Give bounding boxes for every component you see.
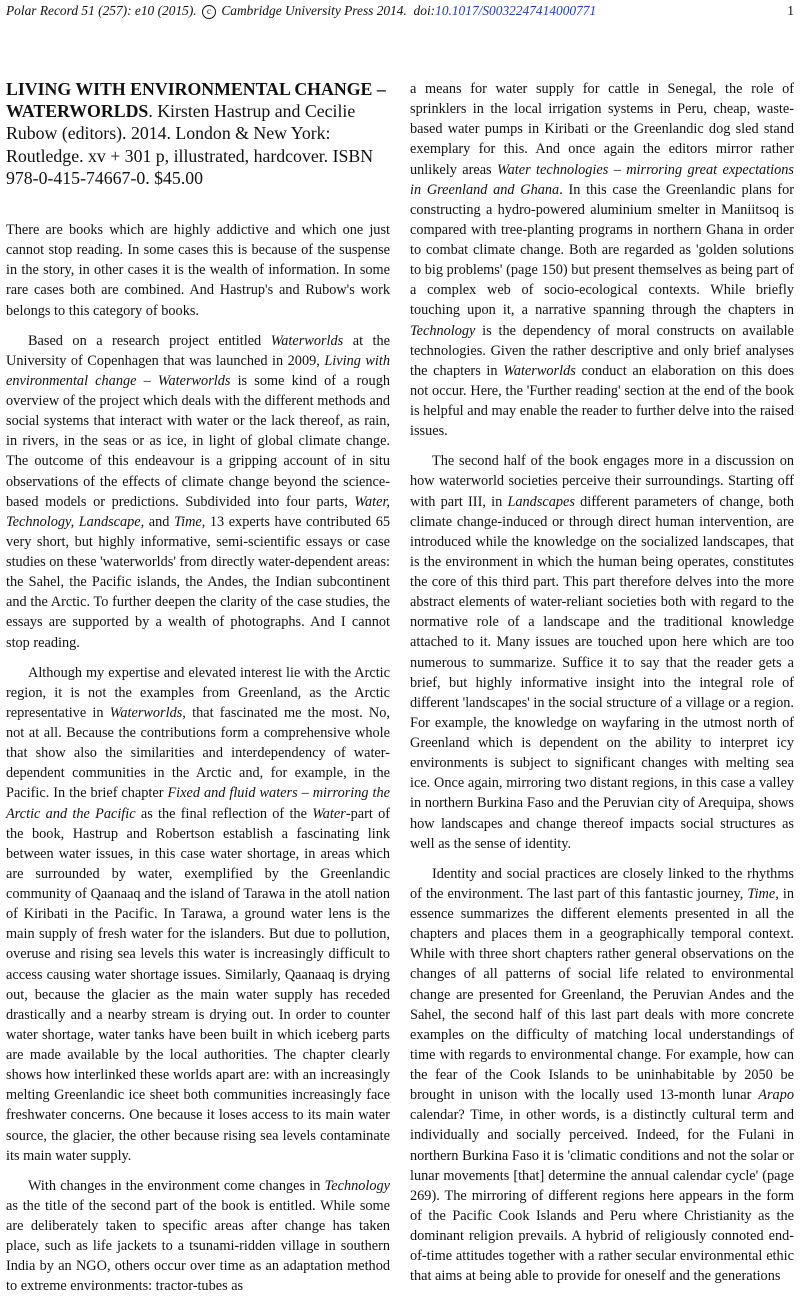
right-column (410, 79, 794, 1296)
left-column (6, 78, 390, 1307)
book-title: LIVING WITH ENVIRONMENTAL CHANGE – WATERWORLDS (6, 79, 386, 122)
copyright-icon: c (202, 5, 216, 19)
journal-citation: Polar Record 51 (257): e10 (2015). (6, 3, 197, 18)
page-number: 1 (787, 3, 794, 18)
paragraph-3: Although my expertise and elevated interest lie with the Arctic region, it is not the examples from Greenland, as the Arctic representative in Waterworlds, that fascinated me the most. No, not at all. Because the contributions form a comprehensive whole that show also the similarities and interdependency of water-dependent communities in the Arctic and, for example, in the Pacific. In the brief chapter Fixed and fluid waters – mirroring the Arctic and the Pacific as the final reflection of the Water-part of the book, Hastrup and Robertson establish a fascinating link between water issues, in this case water shortage, in areas which are surrounded by water, exemplified by the Greenlandic community of Qaanaaq and the island of Tarawa in the atoll nation of Kiribati in the Pacific. In Tarawa, a ground water lens is the main supply of fresh water for the islanders. But due to pollution, overuse and rising sea levels this water is increasingly difficult to access causing water shortage issues. Similarly, Qaanaaq is drying out, because the glacier as the main water supply has receded drastically and a nearby stream is drying out. In order to counter water shortage, water tanks have been built in which iceberg parts are made available by the local authorities. The chapter clearly shows how interlinked these worlds apart are: with an increasingly melting Greenlandic ice sheet both communities increasingly face freshwater concerns. One because it loses access to its main water source, the glacier, the other because rising sea levels contaminate its main water supply. (6, 664, 390, 1164)
doi-link[interactable]: 10.1017/S0032247414000771 (435, 3, 597, 18)
paragraph-4: With changes in the environment come changes in Technology as the title of the second part of the book is entitled. While some are deliberately taken to specific areas after change has taken place, such as life jackets to a tsunami-ridden village in southern India by an NGO, others occur over time as an adaptation method to extreme environments: tractor-tubes as (6, 1177, 390, 1295)
copyright-text: Cambridge University Press 2014. (221, 3, 407, 18)
review-title (6, 78, 390, 189)
paragraph-5: a means for water supply for cattle in Senegal, the role of sprinklers in the local irrigation systems in Peru, cheap, waste-based water pumps in Kiribati or the Greenlandic dog sled stand exemplary for this. And once again the editors mirror rather unlikely areas Water technologies – mirroring great expectations in Greenland and Ghana. In this case the Greenlandic plans for constructing a hydro-powered aluminium smelter in Maniitsoq is compared with tree-planting programs in northern Ghana in order to combat climate change. Both are regarded as 'golden solutions to big problems' (page 150) but present themselves as being part of a complex web of socio-ecological contexts. While briefly touching upon it, a narrative spanning through the chapters in Technology is the dependency of moral constructs on available technologies. Given the rather descriptive and only brief analyses the chapters in Waterworlds conduct an elaboration on this does not occur. Here, the 'Further reading' section at the end of the book is helpful and may enable the reader to further delve into the raised issues. (410, 81, 795, 440)
running-header (0, 0, 800, 22)
header-citation-line (6, 1, 596, 21)
paragraph-7: Identity and social practices are closely linked to the rhythms of the environment. The last part of this fantastic journey, Time, in essence summarizes the different elements presented in all the chapters and places them in a geographically temporal context. While with three short chapters rather general observations on the changes of all patterns of social life related to environmental change are presented for Greenland, the Peruvian Andes and the Sahel, the second half of this last part deals with more concrete examples on the difficulty of matching local understandings of time with regards to environmental change. For example, how can the fear of the Cook Islands to be uninhabitable by 2050 be brought in unison with the locally used 13-month lunar Arapo calendar? Time, in other words, is a distinctly cultural term and individually and socially perceived. Indeed, for the Fulani in northern Burkina Faso it is 'climatic conditions and not the solar or lunar movements [that] determine the annual calendar cycle' (page 269). The mirroring of different regions here appears in the form of the Pacific Cook Islands and Peru where Christianity as the dominant religion prevails. A hybrid of religiously connoted end-of-time attitudes together with a rather secular environmental ethic that aims at being able to provide for oneself and the generations (410, 865, 795, 1285)
paragraph-6: The second half of the book engages more in a discussion on how waterworld societies perceive their surroundings. Starting off with part III, in Landscapes different parameters of change, both climate change-induced or through direct human intervention, are introduced while the knowledge on the socialized landscapes, that is the environment in which the human being operates, constitutes the core of this third part. This part therefore delves into the more abstract elements of water-reliant societies both with regard to the normative role of a landscape and the traditional knowledge attached to it. Many issues are touched upon here which are too numerous to summarize. Suffice it to say that the reader gets a brief, but highly informative insight into the integral role of different 'landscapes' in the social structure of a village or a region. For example, the knowledge on wayfaring in the utmost north of Greenland which is dependent on the ability to interpret icy environments is subject to significant changes with melting sea ice. Once again, mirroring two distant regions, in this case a valley in northern Burkina Faso and the Peruvian city of Arequipa, shows how landscapes and change thereof impacts social structures as well as the sense of identity. (410, 453, 795, 852)
paragraph-2: Based on a research project entitled Waterworlds at the University of Copenhagen that was launched in 2009, Living with environmental change – Waterworlds is some kind of a rough overview of the project which deals with the different methods and social systems that interact with water or the lack thereof, as rain, in rivers, in the seas or as ice, in light of global climate change. The outcome of this endeavour is a gripping account of in situ observations of the effects of climate change beyond the science-based models or predictions. Subdivided into four parts, Water, Technology, Landscape, and Time, 13 experts have contributed 65 very short, but highly informative, semi-scientific essays or case studies on these 'waterworlds' from directly water-dependent areas: the Sahel, the Pacific islands, the Andes, the Indian subcontinent and the Arctic. To further deepen the clarity of the case studies, the essays are supported by a wealth of photographs. And I cannot stop reading. (6, 332, 391, 651)
book-details: . Kirsten Hastrup and Cecilie Rubow (editors). 2014. London & New York: Routledge. xv + 301 p, illustrated, hardcover. ISBN 978-0-415-74667-0. $45.00 (6, 101, 374, 188)
paragraph-1: There are books which are highly addictive and which one just cannot stop reading. In some cases this is because of the suspense in the story, in other cases it is the wealth of information. In some rare cases both are combined. And Hastrup's and Rubow's work belongs to this category of books. (6, 222, 390, 319)
doi-label: doi: (413, 3, 436, 18)
